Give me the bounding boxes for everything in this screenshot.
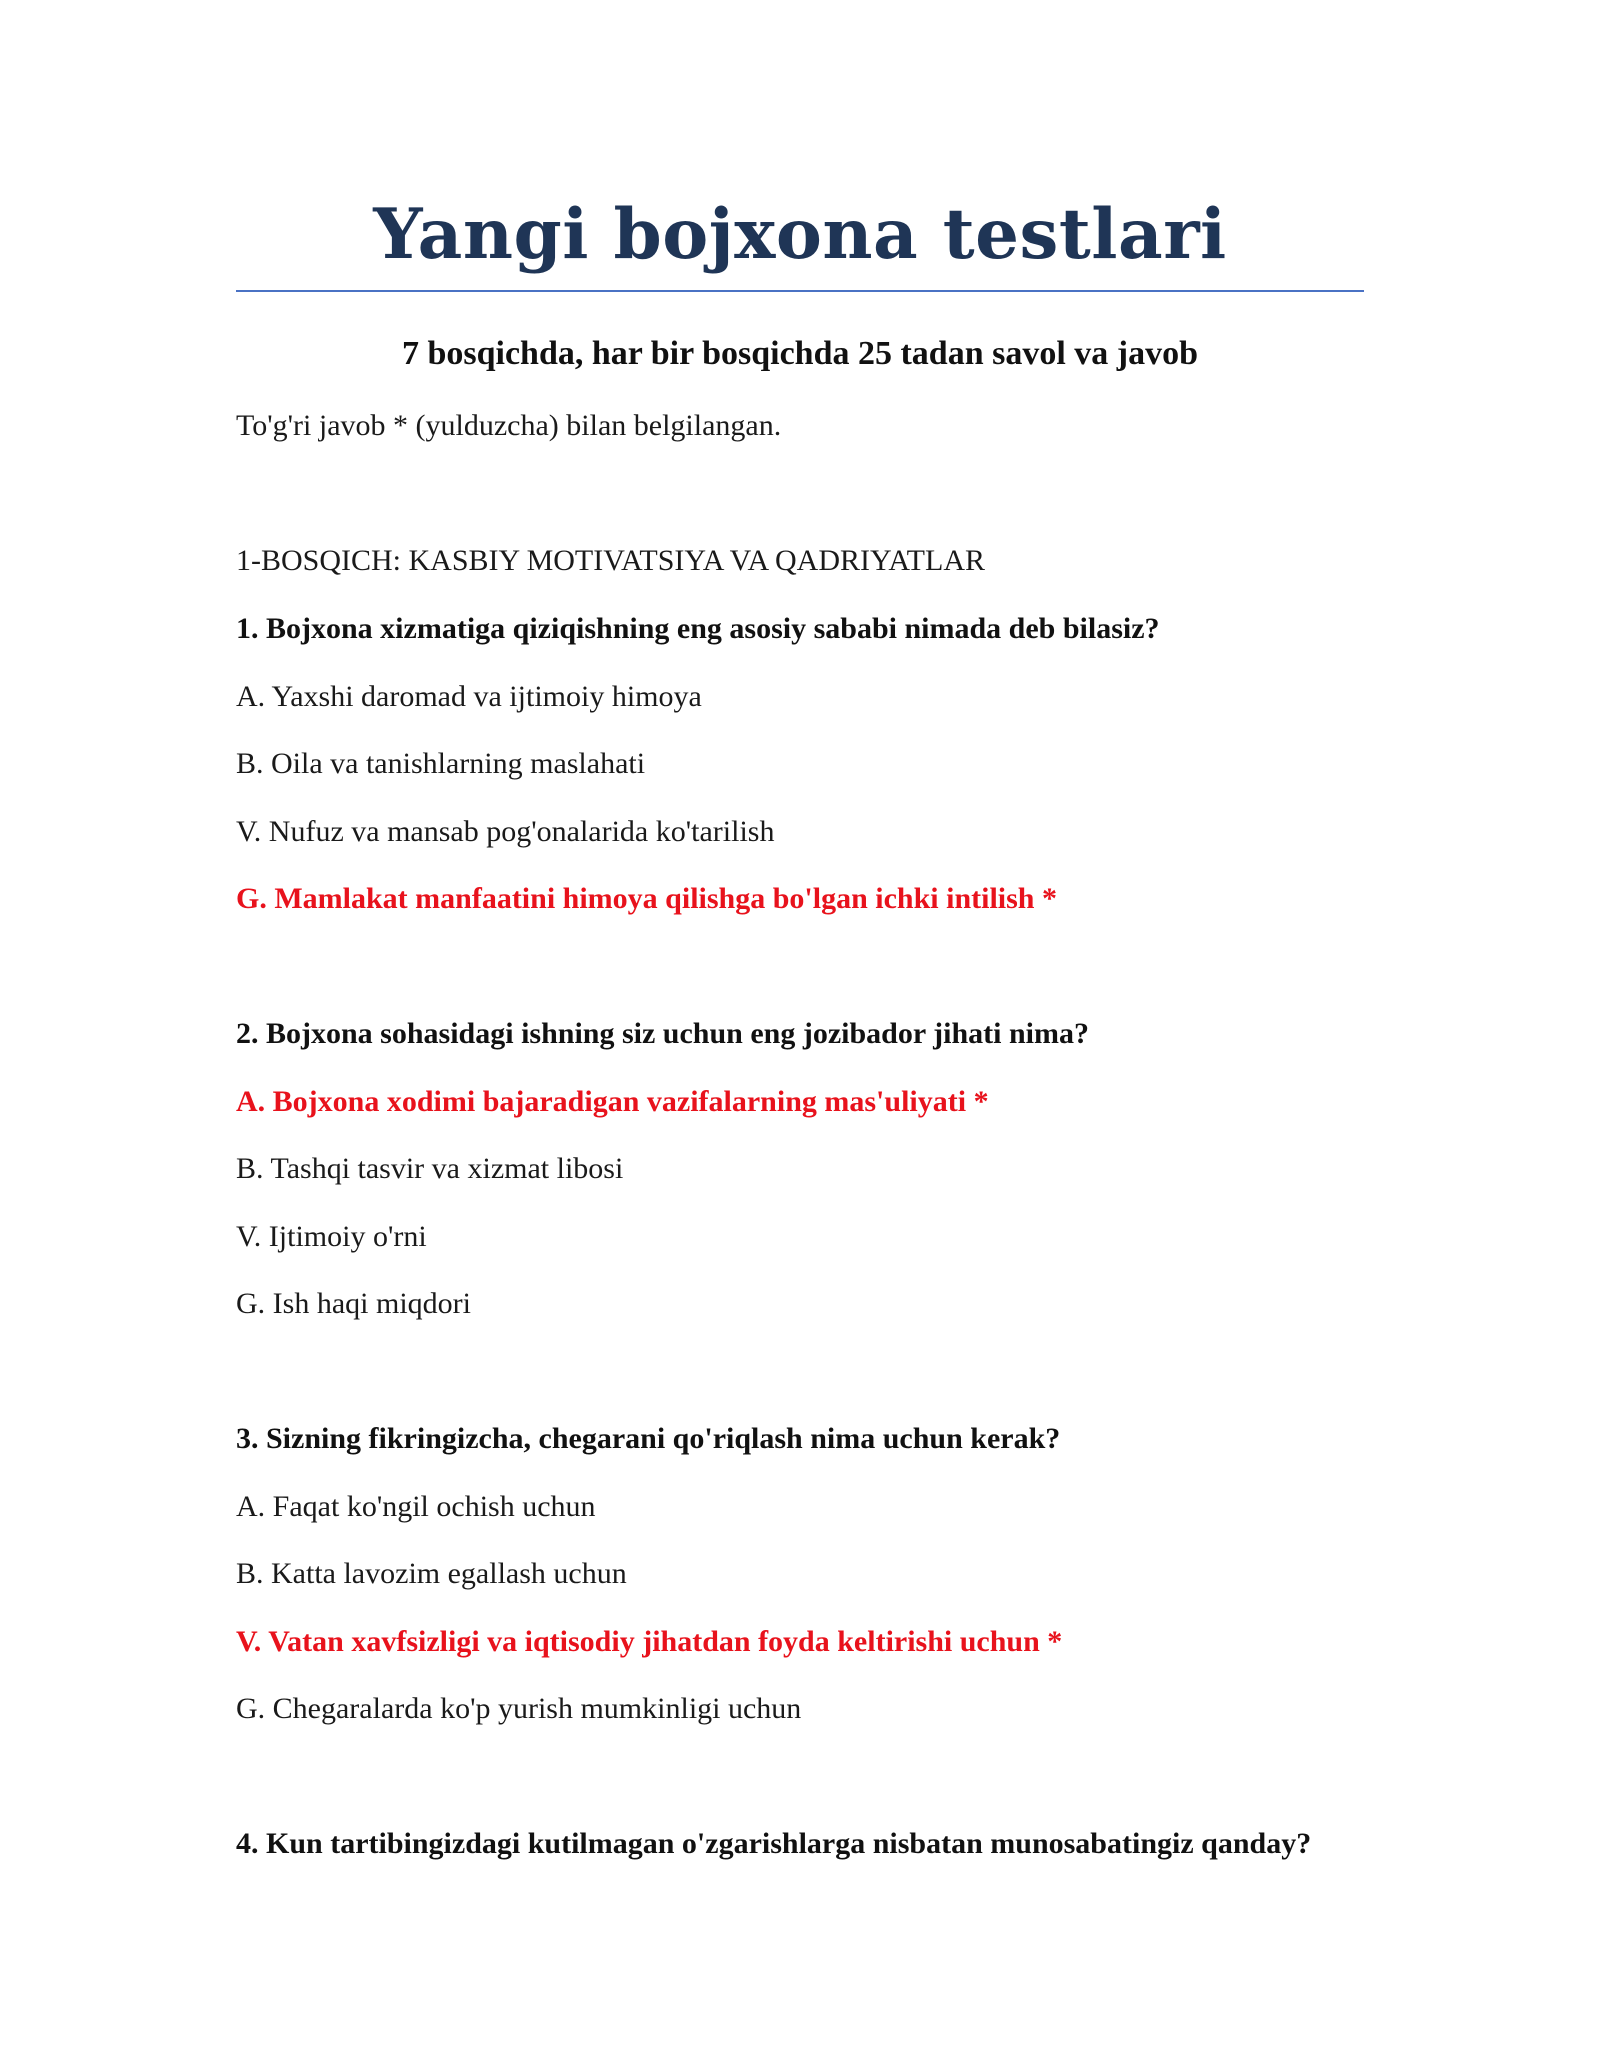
question-1-option-b: B. Oila va tanishlarning maslahati xyxy=(236,747,646,780)
title-divider xyxy=(236,290,1364,292)
question-3-option-g: G. Chegaralarda ko'p yurish mumkinligi uchun xyxy=(236,1692,802,1725)
question-2-option-b: B. Tashqi tasvir va xizmat libosi xyxy=(236,1152,624,1185)
document-title: Yangi bojxona testlari xyxy=(373,194,1227,275)
question-2: 2. Bojxona sohasidagi ishning siz uchun eng jozibador jihati nima? xyxy=(236,1017,1089,1050)
document-subtitle: 7 bosqichda, har bir bosqichda 25 tadan savol va javob xyxy=(401,335,1199,372)
question-3-option-v-correct: V. Vatan xavfsizligi va iqtisodiy jihatdan foyda keltirishi uchun * xyxy=(236,1625,1063,1658)
question-1-option-g-correct: G. Mamlakat manfaatini himoya qilishga bo'lgan ichki intilish * xyxy=(236,882,1057,915)
question-3-option-a: A. Faqat ko'ngil ochish uchun xyxy=(236,1490,596,1523)
question-1-option-v: V. Nufuz va mansab pog'onalarida ko'tarilish xyxy=(236,815,775,848)
question-4: 4. Kun tartibingizdagi kutilmagan o'zgarishlarga nisbatan munosabatingiz qanday? xyxy=(236,1827,1312,1860)
question-3-option-b: B. Katta lavozim egallash uchun xyxy=(236,1557,627,1590)
question-1-option-a: A. Yaxshi daromad va ijtimoiy himoya xyxy=(236,680,702,713)
question-3: 3. Sizning fikringizcha, chegarani qo'riqlash nima uchun kerak? xyxy=(236,1422,1061,1455)
question-1: 1. Bojxona xizmatiga qiziqishning eng asosiy sababi nimada deb bilasiz? xyxy=(236,612,1160,645)
section-heading: 1-BOSQICH: KASBIY MOTIVATSIYA VA QADRIYATLAR xyxy=(236,544,985,577)
answer-key-note: To'g'ri javob * (yulduzcha) bilan belgilangan. xyxy=(236,409,782,442)
question-2-option-g: G. Ish haqi miqdori xyxy=(236,1287,471,1320)
question-2-option-v: V. Ijtimoiy o'rni xyxy=(236,1220,427,1253)
question-2-option-a-correct: A. Bojxona xodimi bajaradigan vazifalarning mas'uliyati * xyxy=(236,1085,989,1118)
